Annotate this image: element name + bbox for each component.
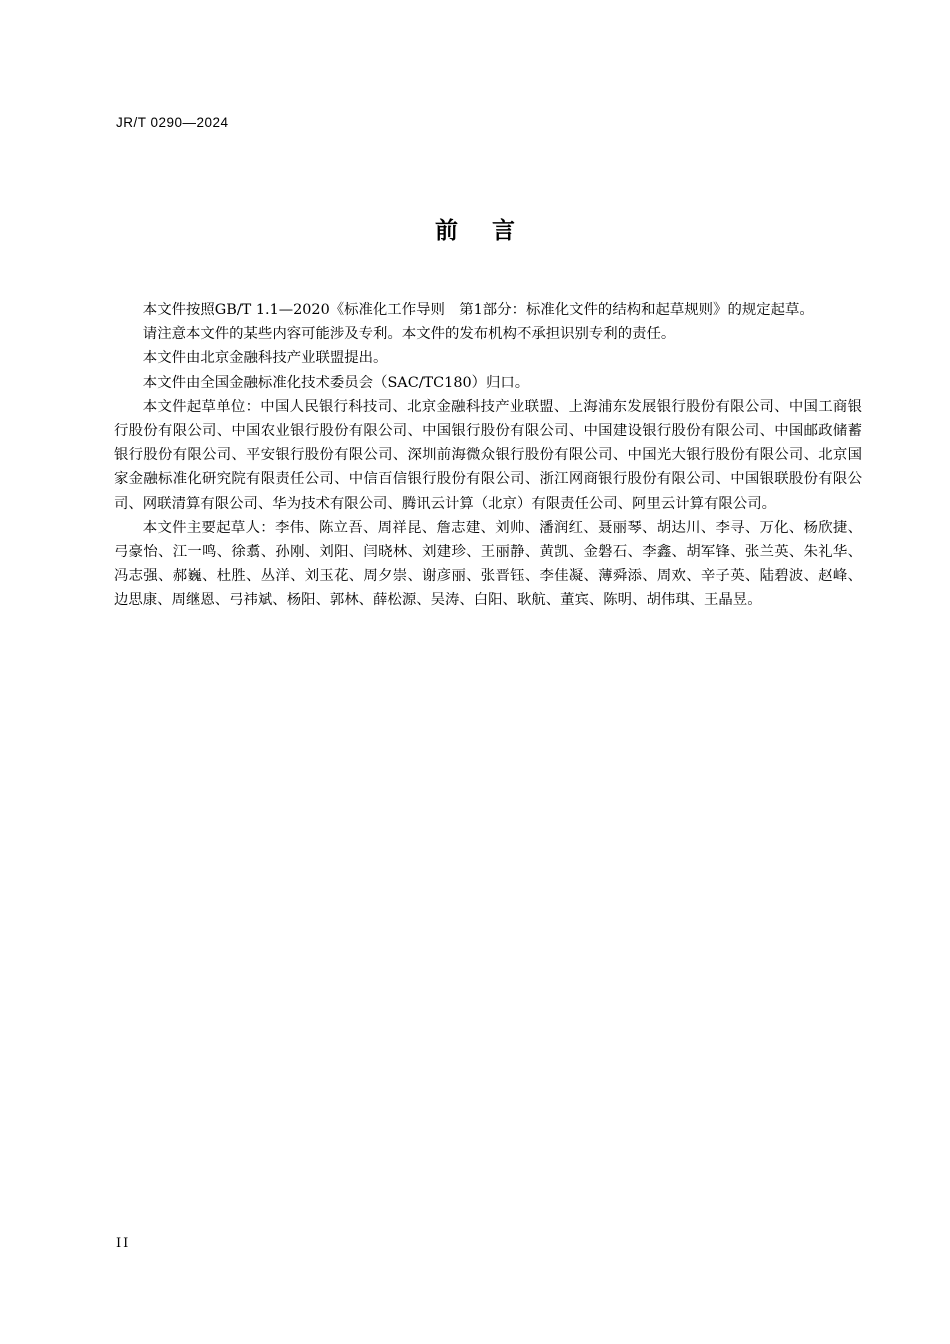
patent-notice-paragraph: 请注意本文件的某些内容可能涉及专利。本文件的发布机构不承担识别专利的责任。	[142, 326, 676, 343]
standard-code: JR/T 0290—2024	[116, 115, 229, 130]
proposer-paragraph: 本文件由北京金融科技产业联盟提出。	[142, 350, 388, 367]
page-title: 前言	[435, 218, 549, 244]
foreword-body	[114, 298, 862, 613]
drafting-units-paragraph: 本文件起草单位：中国人民银行科技司、北京金融科技产业联盟、上海浦东发展银行股份有限公司、中国工商银行股份有限公司、中国农业银行股份有限公司、中国银行股份有限公司、中国建设银行股份有限公司、中国邮政储蓄银行股份有限公司、平安银行股份有限公司、深圳前海微众银行股份有限公司、中国光大银行股份有限公司、北京国家金融标准化研究院有限责任公司、中信百信银行股份有限公司、浙江网商银行股份有限公司、中国银联股份有限公司、网联清算有限公司、华为技术有限公司、腾讯云计算（北京）有限责任公司、阿里云计算有限公司。	[114, 398, 862, 512]
drafting-rules-paragraph: 本文件按照GB/T 1.1—2020《标准化工作导则 第1部分：标准化文件的结构和起草规则》的规定起草。	[142, 302, 814, 318]
page-number: II	[116, 1236, 131, 1251]
drafters-paragraph: 本文件主要起草人：李伟、陈立吾、周祥昆、詹志建、刘帅、潘润红、聂丽琴、胡达川、李寻、万化、杨欣捷、弓豪怡、江一鸣、徐翥、孙刚、刘阳、闫晓林、刘建珍、王丽静、黄凯、金磐石、李鑫、胡军锋、张兰英、朱礼华、冯志强、郝巍、杜胜、丛洋、刘玉花、周夕崇、谢彦丽、张晋钰、李佳凝、薄舜添、周欢、辛子英、陆碧波、赵峰、边思康、周继恩、弓祎斌、杨阳、郭林、薛松源、吴涛、白阳、耿航、董宾、陈明、胡伟琪、王晶昱。	[114, 519, 862, 609]
administrator-paragraph: 本文件由全国金融标准化技术委员会（SAC/TC180）归口。	[142, 374, 530, 391]
